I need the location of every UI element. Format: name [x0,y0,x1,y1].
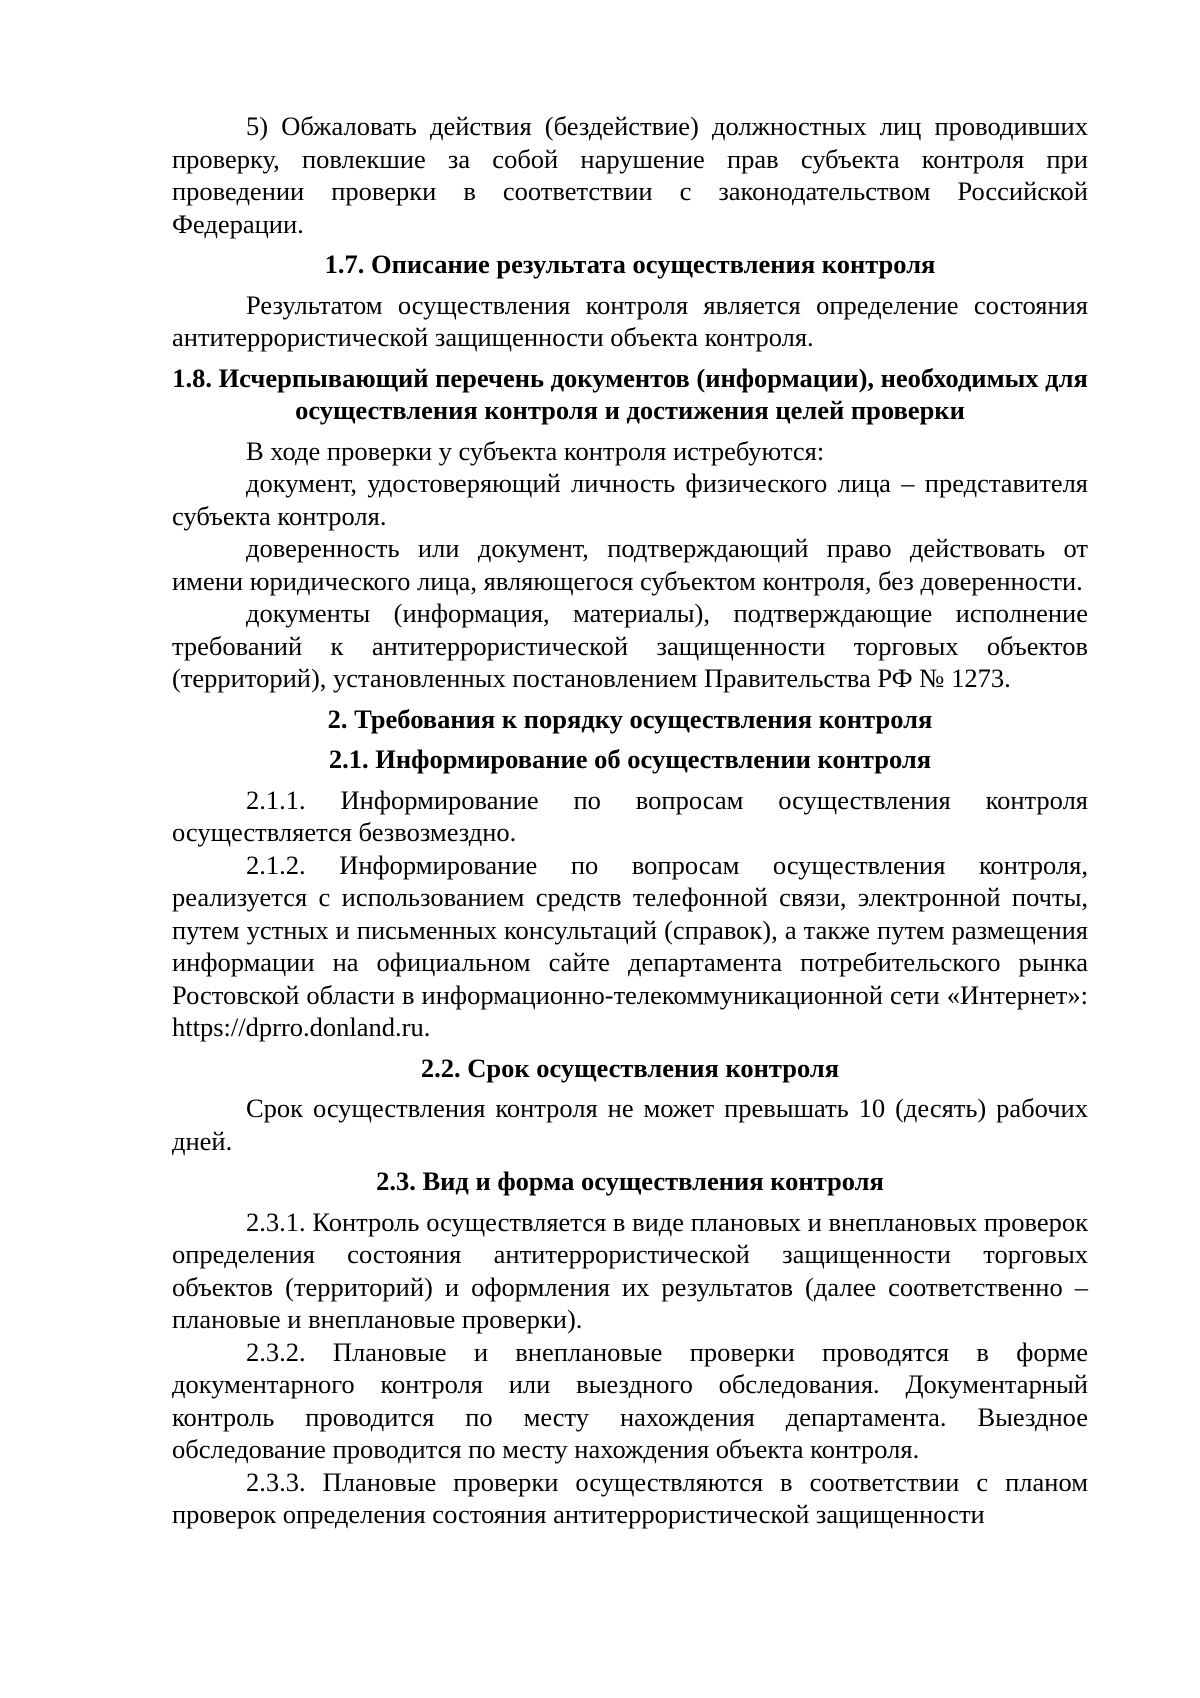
heading-2: 2. Требования к порядку осуществления контроля [327,703,933,734]
paragraph-requested-documents-intro: В ходе проверки у субъекта контроля истребуются: [246,435,825,466]
heading-2-1: 2.1. Информирование об осуществлении контроля [328,744,932,774]
heading-1-7: 1.7. Описание результата осуществления контроля [324,249,936,279]
paragraph-2-1-2: 2.1.2. Информирование по вопросам осуществления контроля, реализуется с использованием средств телефонной связи, электронной почты, путем устных и письменных консультаций (справок), а также путем размещения информации на официальном сайте департамента потребительского рынка Ростовской области в информационно-телекоммуникационной сети «Интернет»: https://dprro.donland.ru. [172,849,1088,1042]
paragraph-2-3-3: 2.3.3. Плановые проверки осуществляются в соответствии с планом проверок определения состояния антитеррористической защищенности [172,1466,1088,1529]
heading-2-3: 2.3. Вид и форма осуществления контроля [376,1166,884,1196]
paragraph-2-1-1: 2.1.1. Информирование по вопросам осуществления контроля осуществляется безвозмездно. [172,784,1088,847]
heading-1-8: 1.8. Исчерпывающий перечень документов (информации), необходимых для осуществления контроля и достижения целей проверки [172,362,1088,425]
heading-2-2: 2.2. Срок осуществления контроля [420,1052,840,1083]
paragraph-2-3-2: 2.3.2. Плановые и внеплановые проверки проводятся в форме документарного контроля или выездного обследования. Документарный контроль проводится по месту нахождения департамента. Выездное обследование проводится по месту нахождения объекта контроля. [172,1336,1088,1464]
paragraph-control-result: Результатом осуществления контроля является определение состояния антитеррористической защищенности объекта контроля. [172,289,1088,352]
paragraph-compliance-documents: документы (информация, материалы), подтверждающие исполнение требований к антитеррористической защищенности торговых объектов (территорий), установленных постановлением Правительства РФ № 1273. [172,598,1088,693]
paragraph-control-term: Срок осуществления контроля не может превышать 10 (десять) рабочих дней. [172,1093,1088,1156]
paragraph-power-of-attorney: доверенность или документ, подтверждающий право действовать от имени юридического лица, являющегося субъектом контроля, без доверенности. [172,533,1088,596]
paragraph-identity-document: документ, удостоверяющий личность физического лица – представителя субъекта контроля. [172,468,1088,531]
paragraph-appeal-right: 5) Обжаловать действия (бездействие) должностных лиц проводивших проверку, повлекшие за собой нарушение прав субъекта контроля при проведении проверки в соответствии с законодательством Российской Федерации. [172,111,1088,239]
paragraph-2-3-1: 2.3.1. Контроль осуществляется в виде плановых и внеплановых проверок определения состояния антитеррористической защищенности торговых объектов (территорий) и оформления их результатов (далее соответственно – плановые и внеплановые проверки). [172,1206,1088,1334]
